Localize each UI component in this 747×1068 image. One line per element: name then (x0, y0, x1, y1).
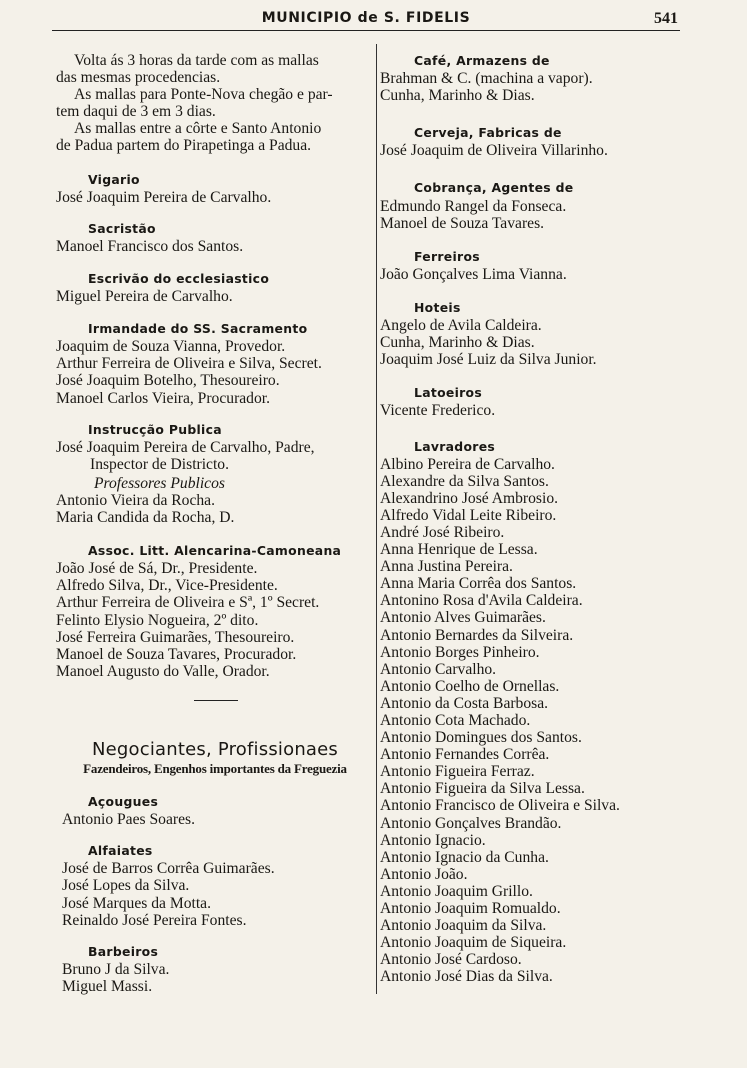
list-item: Anna Maria Corrêa dos Santos. (380, 575, 577, 593)
list-item: Maria Candida da Rocha, D. (56, 509, 235, 527)
list-item: Alexandre da Silva Santos. (380, 472, 549, 490)
list-item: André José Ribeiro. (380, 523, 505, 541)
list-item: Antonio Joaquim da Silva. (380, 917, 547, 935)
intro-paragraph (56, 52, 374, 155)
list-item: Edmundo Rangel da Fonseca. (380, 197, 567, 215)
list-item: Antonio João. (380, 865, 468, 883)
list-item: Alexandrino José Ambrosio. (380, 489, 559, 507)
list-item: Antonio Bernardes da Silveira. (380, 626, 574, 644)
list-item: Anna Justina Pereira. (380, 558, 513, 576)
list-item: Cunha, Marinho & Dias. (380, 87, 535, 105)
section-title-instrucao: Instrucção Publica (88, 421, 222, 437)
section-title-cafe: Café, Armazens de (414, 53, 550, 68)
list-item: Joaquim de Souza Vianna, Provedor. (56, 338, 286, 356)
section-title-barbeiros: Barbeiros (88, 943, 159, 959)
list-item: José Marques da Motta. (62, 894, 211, 912)
section-title-ferreiros: Ferreiros (414, 248, 480, 264)
intro-line: tem daqui de 3 em 3 dias. (56, 103, 216, 121)
intro-line: das mesmas procedencias. (56, 69, 221, 87)
list-item: Vicente Frederico. (380, 402, 496, 420)
list-item: Arthur Ferreira de Oliveira e Sª, 1º Secret. (56, 594, 320, 612)
list-item: Felinto Elysio Nogueira, 2º dito. (56, 611, 259, 629)
section-title-escrivao: Escrivão do ecclesiastico (88, 270, 270, 286)
list-item: Antonio Joaquim Grillo. (380, 882, 533, 900)
section-title-irmandade: Irmandade do SS. Sacramento (88, 321, 308, 337)
list-item: Antonio José Cardoso. (380, 951, 522, 969)
section-title-alfaiates: Alfaiates (88, 843, 153, 859)
list-item: Manoel de Souza Tavares, Procurador. (56, 645, 297, 663)
list-item: Antonino Rosa d'Avila Caldeira. (380, 592, 583, 610)
list-item: João José de Sá, Dr., Presidente. (56, 560, 258, 578)
list-item: Antonio da Costa Barbosa. (380, 694, 549, 712)
section-title-sacristao: Sacristão (88, 220, 156, 236)
list-item: José Joaquim Pereira de Carvalho, Padre, (56, 438, 315, 456)
section-title-latoeiros: Latoeiros (414, 385, 483, 401)
column-divider (376, 44, 377, 994)
list-item: Antonio Joaquim Romualdo. (380, 900, 561, 918)
list-item: Antonio José Dias da Silva. (380, 968, 553, 986)
list-item: Alfredo Silva, Dr., Vice-Presidente. (56, 577, 278, 595)
list-item: Reinaldo José Pereira Fontes. (62, 911, 247, 929)
section-title-cobranca: Cobrança, Agentes de (414, 180, 574, 196)
list-item: Inspector de Districto. (90, 455, 230, 473)
list-item: José de Barros Corrêa Guimarães. (62, 860, 275, 878)
list-item: Alfredo Vidal Leite Ribeiro. (380, 506, 557, 524)
list-item: Joaquim José Luiz da Silva Junior. (380, 351, 597, 369)
list-item: Antonio Figueira Ferraz. (380, 763, 535, 781)
list-item: José Joaquim de Oliveira Villarinho. (380, 142, 608, 160)
list-item: Anna Henrique de Lessa. (380, 541, 538, 559)
lavradores-list (380, 456, 680, 986)
running-title: MUNICIPIO de S. FIDELIS (261, 10, 471, 26)
list-item: Antonio Gonçalves Brandão. (380, 814, 562, 832)
list-item: Manoel de Souza Tavares. (380, 214, 545, 232)
list-item: Antonio Figueira da Silva Lessa. (380, 780, 585, 798)
list-item: Antonio Ignacio da Cunha. (380, 848, 549, 866)
section-title-assoc: Assoc. Litt. Alencarina-Camoneana (88, 543, 342, 559)
list-item: Miguel Massi. (62, 977, 153, 995)
list-item: Antonio Paes Soares. (62, 811, 195, 829)
list-item: Bruno J da Silva. (62, 960, 170, 978)
list-item: Antonio Fernandes Corrêa. (380, 746, 550, 764)
intro-line: de Padua partem do Pirapetinga a Padua. (56, 137, 312, 155)
right-column (380, 52, 680, 986)
list-item: Antonio Domingues dos Santos. (380, 729, 582, 747)
list-item: Albino Pereira de Carvalho. (380, 455, 555, 473)
page-header (52, 8, 680, 31)
list-item: Antonio Borges Pinheiro. (380, 643, 540, 661)
section-title-acougues: Açougues (88, 794, 159, 810)
intro-line: As mallas entre a côrte e Santo Antonio (74, 120, 322, 138)
chapter-heading: Negociantes, Profissionaes (91, 738, 339, 760)
section-title-vigario: Vigario (88, 171, 140, 187)
list-item: Antonio Ignacio. (380, 831, 486, 849)
list-item: Antonio Vieira da Rocha. (56, 491, 216, 509)
intro-line: As mallas para Ponte-Nova chegão e par- (74, 86, 333, 104)
list-item: José Lopes da Silva. (62, 877, 190, 895)
subsection-title-professores: Professores Publicos (94, 474, 225, 492)
list-item: Antonio Cota Machado. (380, 712, 531, 729)
section-title-lavradores: Lavradores (414, 438, 496, 454)
list-item: Manoel Augusto do Valle, Orador. (56, 662, 270, 680)
list-item: Manoel Carlos Vieira, Procurador. (56, 389, 271, 407)
list-item: Angelo de Avila Caldeira. (380, 317, 542, 335)
list-item: Miguel Pereira de Carvalho. (56, 288, 233, 306)
left-column (56, 52, 374, 995)
list-item: Antonio Francisco de Oliveira e Silva. (380, 797, 620, 815)
list-item: Antonio Alves Guimarães. (380, 609, 546, 627)
section-title-cerveja: Cerveja, Fabricas de (414, 125, 562, 141)
list-item: Antonio Coelho de Ornellas. (380, 677, 560, 695)
list-item: José Joaquim Pereira de Carvalho. (56, 188, 272, 206)
list-item: Antonio Joaquim de Siqueira. (380, 934, 567, 952)
section-title-hoteis: Hoteis (414, 299, 461, 315)
list-item: Cunha, Marinho & Dias. (380, 334, 535, 352)
intro-line: Volta ás 3 horas da tarde com as mallas (74, 52, 319, 69)
list-item: Manoel Francisco dos Santos. (56, 237, 244, 255)
page-number: 541 (654, 10, 678, 27)
list-item: José Ferreira Guimarães, Thesoureiro. (56, 628, 295, 646)
list-item: José Joaquim Botelho, Thesoureiro. (56, 372, 280, 390)
list-item: Arthur Ferreira de Oliveira e Silva, Secret. (56, 355, 322, 373)
list-item: Antonio Carvalho. (380, 660, 497, 678)
list-item: Brahman & C. (machina a vapor). (380, 70, 593, 88)
chapter-subheading: Fazendeiros, Engenhos importantes da Freguezia (83, 761, 347, 776)
list-item: João Gonçalves Lima Vianna. (380, 265, 567, 283)
